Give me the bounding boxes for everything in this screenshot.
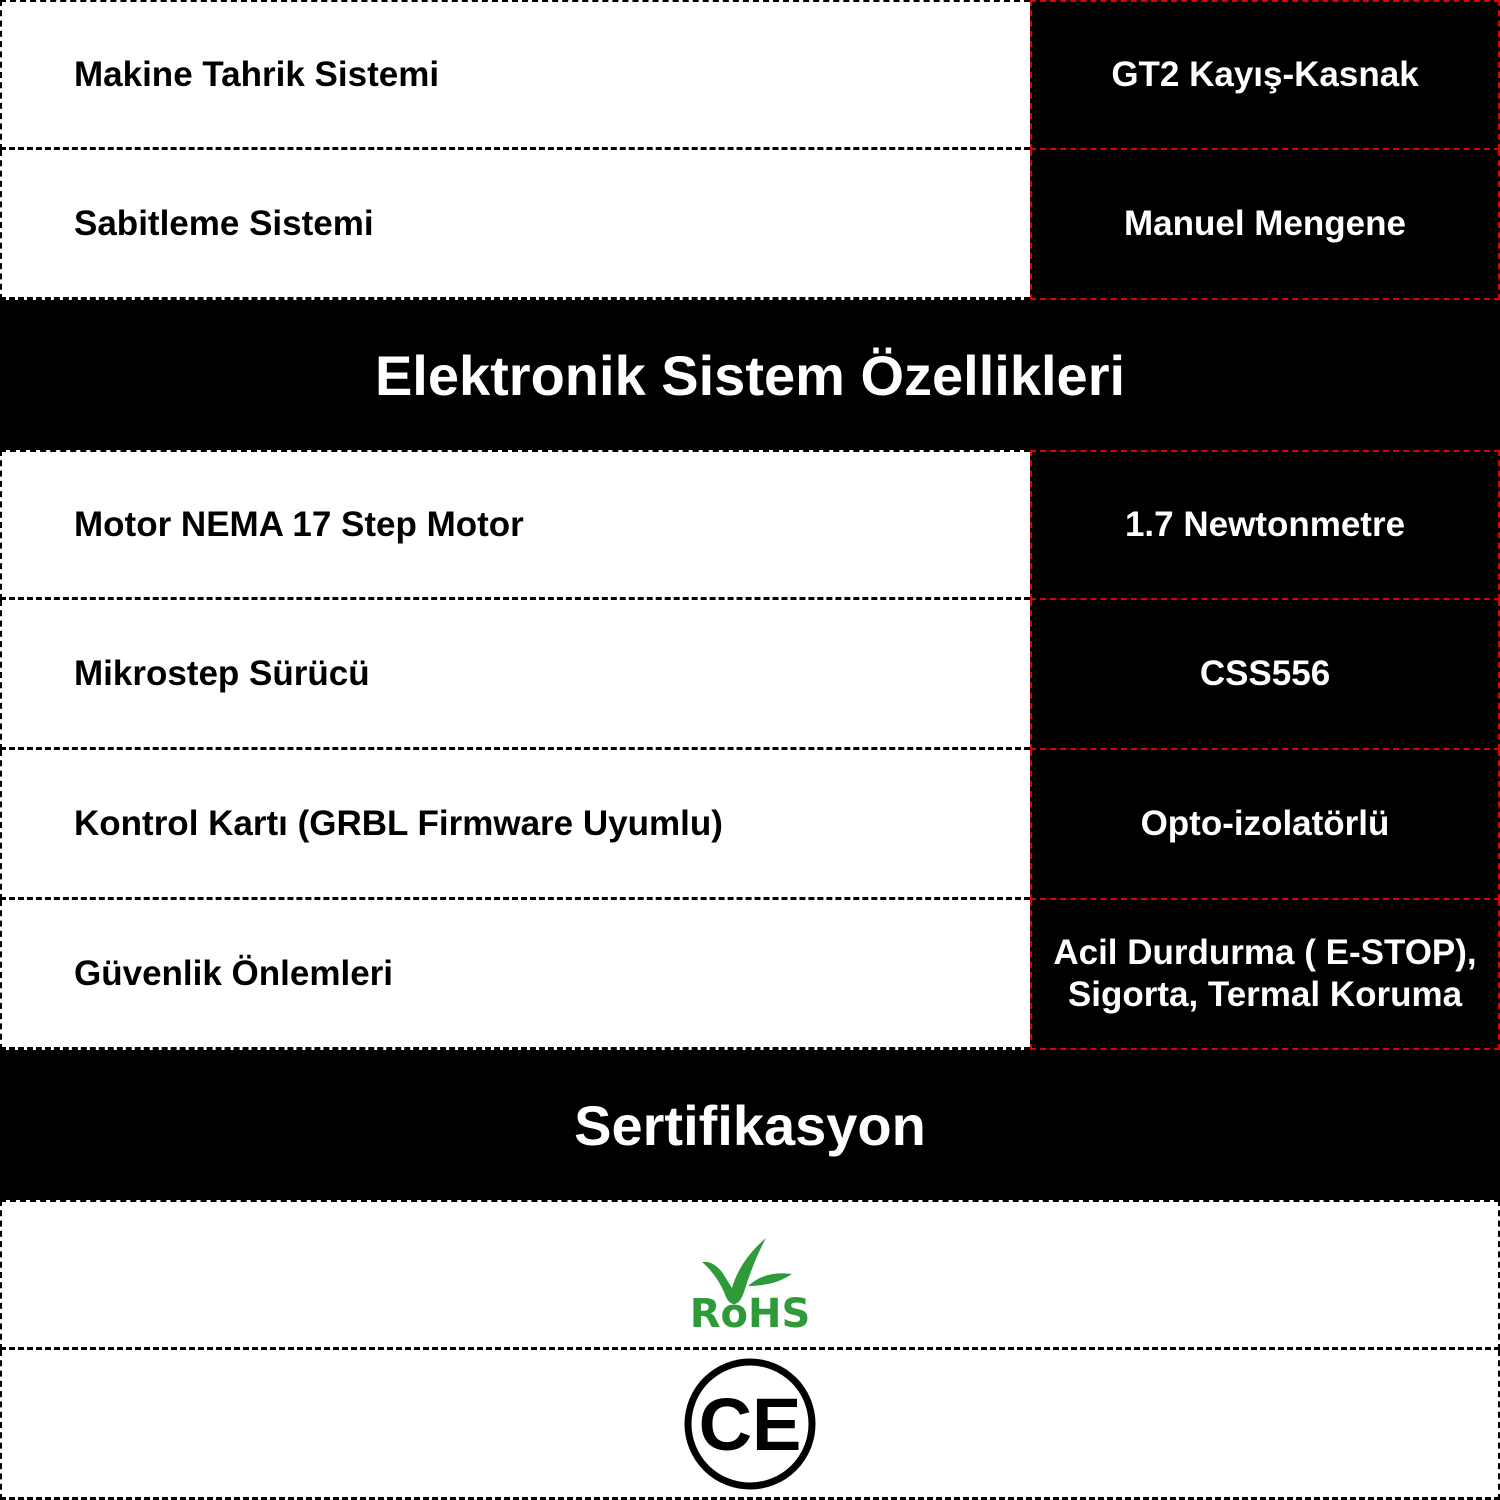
spec-value-line: Acil Durdurma ( E-STOP), — [1053, 933, 1477, 972]
spec-value-multiline — [1030, 900, 1500, 1050]
rohs-logo-icon — [680, 1220, 820, 1330]
ce-mark-icon — [680, 1354, 820, 1494]
spec-label: Motor NEMA 17 Step Motor — [0, 450, 1030, 600]
cert-row-rohs — [0, 1200, 1500, 1350]
spec-row-driver — [0, 600, 1500, 750]
spec-label: Mikrostep Sürücü — [0, 600, 1030, 750]
spec-row-motor — [0, 450, 1500, 600]
spec-label: Kontrol Kartı (GRBL Firmware Uyumlu) — [0, 750, 1030, 900]
spec-row-drive-system — [0, 0, 1500, 150]
rohs-logo-text: RoHS — [689, 1290, 811, 1330]
spec-label: Sabitleme Sistemi — [0, 150, 1030, 300]
spec-row-control-board — [0, 750, 1500, 900]
cert-row-ce — [0, 1350, 1500, 1500]
spec-label: Makine Tahrik Sistemi — [0, 0, 1030, 150]
certification-section-title: Sertifikasyon — [0, 1050, 1500, 1200]
spec-value: GT2 Kayış-Kasnak — [1030, 0, 1500, 150]
spec-label: Güvenlik Önlemleri — [0, 900, 1030, 1050]
spec-value-line: Sigorta, Termal Koruma — [1067, 975, 1463, 1014]
spec-value: 1.7 Newtonmetre — [1030, 450, 1500, 600]
spec-value: CSS556 — [1030, 600, 1500, 750]
electronics-section-title: Elektronik Sistem Özellikleri — [0, 300, 1500, 450]
spec-row-safety — [0, 900, 1500, 1050]
spec-value: Manuel Mengene — [1030, 150, 1500, 300]
ce-mark-text: CE — [698, 1382, 802, 1466]
spec-row-clamping-system — [0, 150, 1500, 300]
spec-value: Opto-izolatörlü — [1030, 750, 1500, 900]
